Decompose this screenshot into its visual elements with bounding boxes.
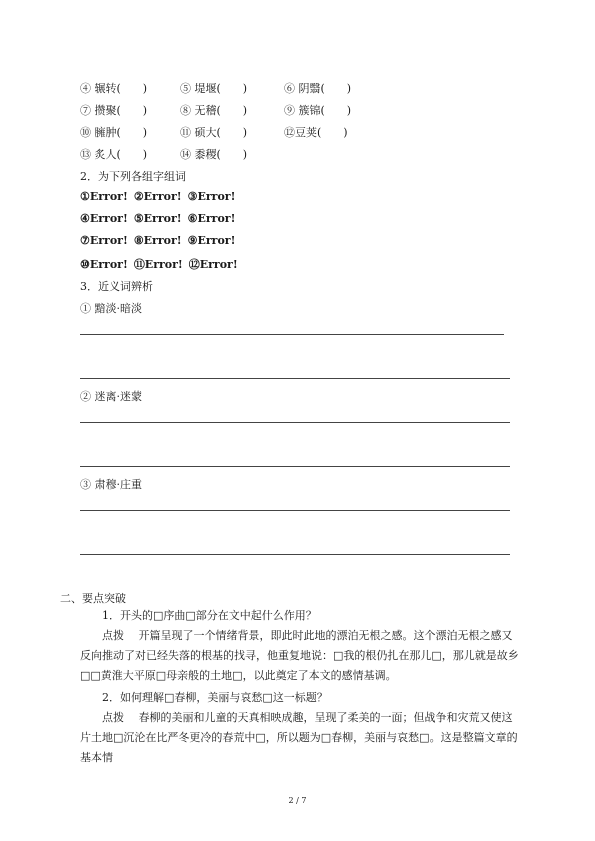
answer-line [80, 334, 504, 335]
answer-line [80, 422, 510, 423]
q2-item: ⑫Error! [188, 258, 238, 271]
q1-item: ⑦ 攒聚( ) [80, 104, 148, 117]
q1-item: ④ 辗转( ) [80, 82, 148, 95]
section2-question-1: 1．开头的□序曲□部分在文中起什么作用？ [102, 609, 317, 622]
q2-title: 2．为下列各组字组词 [80, 170, 186, 183]
q2-item: ⑥Error! [187, 212, 236, 225]
q1-item: ⑪ 硕大( ) [180, 126, 248, 139]
q1-row-3 [80, 124, 348, 140]
q1-item: ⑬ 炙人( ) [80, 148, 148, 161]
q3-title: 3．近义词辨析 [80, 280, 153, 293]
q1-row-4 [80, 146, 284, 162]
q1-row-2 [80, 102, 351, 118]
q2-item: ④Error! [80, 212, 128, 225]
q1-item: ⑨ 簇锦( ) [284, 104, 352, 117]
q1-row-1 [80, 80, 351, 96]
q2-item: ③Error! [187, 190, 236, 203]
q2-row-4 [80, 256, 244, 272]
q1-item: ⑥ 阴翳( ) [284, 82, 352, 95]
q2-item: ⑦Error! [80, 234, 128, 247]
section2-question-2: 2．如何理解□春柳，美丽与哀愁□这一标题？ [102, 691, 328, 704]
q2-item: ⑧Error! [133, 234, 182, 247]
q2-item: ⑩Error! [80, 258, 128, 271]
section2-answer-2: 点拨 春柳的美丽和儿童的天真相映成趣，呈现了柔美的一面；但战争和灾荒又使这片土地□沉沦在比严冬更冷的春荒中□，所以题为□春柳，美丽与哀愁□。这是整篇文章的基本情 [80, 711, 518, 764]
q1-item: ⑭ 黍稷( ) [180, 148, 248, 161]
q1-item: ⑫豆荚( ) [284, 126, 348, 139]
q2-item: ⑤Error! [133, 212, 182, 225]
q2-item: ⑨Error! [187, 234, 236, 247]
q2-item: ②Error! [133, 190, 182, 203]
page-number: 2 / 7 [288, 796, 307, 805]
q2-item: ①Error! [80, 190, 128, 203]
q2-row-1 [80, 190, 241, 203]
answer-line [80, 378, 510, 379]
section2-answer-1: 点拨 开篇呈现了一个情绪背景，即此时此地的漂泊无根之感。这个漂泊无根之感又反向推动了对已经失落的根基的找寻，他重复地说：□我的根仍扎在那儿□，那儿就是故乡□□黄淮大平原□母亲般的土地□，以此奠定了本文的感情基调。 [80, 629, 519, 682]
q3-item-1: ① 黯淡·暗淡 [80, 302, 142, 315]
q2-row-2 [80, 212, 241, 225]
q3-item-2: ② 迷离·迷蒙 [80, 390, 142, 403]
q3-item-3: ③ 肃穆·庄重 [80, 478, 142, 491]
answer-line [80, 466, 510, 467]
q1-item: ⑩ 臃肿( ) [80, 126, 148, 139]
q2-row-3 [80, 234, 241, 247]
q1-item: ⑧ 无稽( ) [180, 104, 248, 117]
answer-line [80, 554, 510, 555]
answer-line [80, 510, 510, 511]
q1-item: ⑤ 堤堰( ) [180, 82, 248, 95]
section-title: 二、要点突破 [60, 592, 126, 605]
q2-item: ⑪Error! [133, 258, 183, 271]
